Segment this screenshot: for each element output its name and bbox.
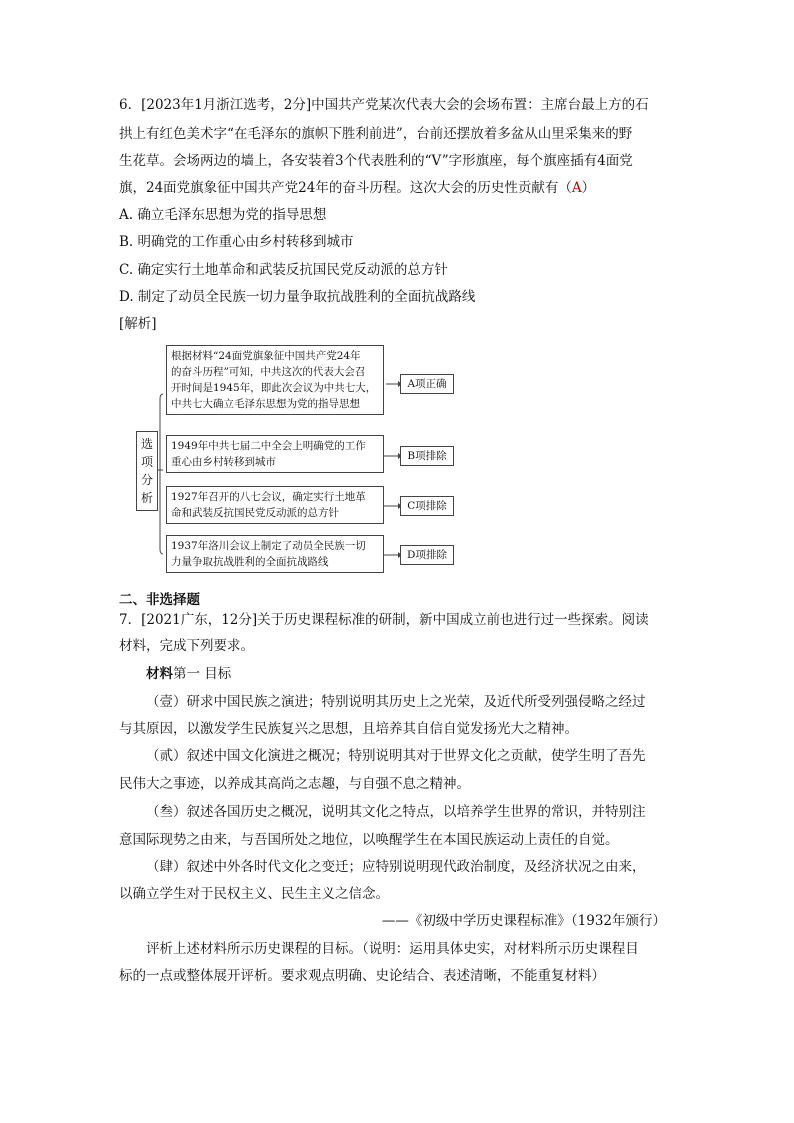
q6-stem-close-paren: ） xyxy=(581,180,596,196)
analysis-box-b xyxy=(166,435,384,473)
analysis-c-line-2: 命和武装反抗国民党反动派的总方针 xyxy=(171,507,339,519)
q6-option-a: A. 确立毛泽东思想为党的指导思想 xyxy=(119,207,327,223)
analysis-box-c xyxy=(166,486,384,524)
analysis-b-line-1: 1949年中共七届二中全会上明确党的工作 xyxy=(171,440,366,452)
q7-task-line-1: 评析上述材料所示历史课程的目标。（说明：运用具体史实，对材料所示历史课程目 xyxy=(146,941,639,957)
q6-stem-line-1: 6．[2023年1月浙江选考，2分]中国共产党某次代表大会的会场布置：主席台最上方的石 xyxy=(119,97,649,113)
material-para-3-line-2: 意国际现势之由来，与吾国所处之地位，以唤醒学生在本国民族运动上责任的自觉。 xyxy=(119,832,619,848)
q6-option-c: C. 确定实行土地革命和武装反抗国民党反动派的总方针 xyxy=(119,262,448,278)
analysis-a-line-1: 根据材料“24面党旗象征中国共产党24年 xyxy=(171,350,361,362)
material-para-2-line-1: （贰）叙述中国文化演进之概况；特别说明其对于世界文化之贡献，使学生明了吾先 xyxy=(146,748,646,764)
analysis-a-line-2: 的奋斗历程”可知，中共这次的代表大会召 xyxy=(171,366,366,378)
q6-answer: A xyxy=(571,180,582,196)
analysis-b-line-2: 重心由乡村转移到城市 xyxy=(171,456,276,468)
material-source: ——《初级中学历史课程标准》（1932年颁行） xyxy=(381,913,666,929)
result-c: C项排除 xyxy=(400,496,454,516)
analysis-a-line-3: 开时间是1945年，即此次会议为中共七大， xyxy=(171,382,377,394)
analysis-d-line-1: 1937年洛川会议上制定了动员全民族一切 xyxy=(171,540,366,552)
q6-analysis-label: [解析] xyxy=(119,316,157,332)
analysis-a-line-4: 中共七大确立毛泽东思想为党的指导思想 xyxy=(171,398,360,410)
material-para-4-line-2: 以确立学生对于民权主义、民生主义之信念。 xyxy=(119,886,389,902)
option-analysis-label xyxy=(136,431,158,511)
analysis-diagram xyxy=(136,339,456,579)
analysis-box-a xyxy=(166,345,384,415)
material-para-2-line-2: 民伟大之事迹，以养成其高尚之志趣，与自强不息之精神。 xyxy=(119,776,470,792)
side-label-char-2: 项 xyxy=(140,455,153,469)
material-para-4-line-1: （肆）叙述中外各时代文化之变迁；应特别说明现代政治制度，及经济状况之由来， xyxy=(146,859,646,875)
side-label-char-3: 分 xyxy=(140,473,153,487)
q6-stem-line-4 xyxy=(119,178,595,198)
q6-option-d: D. 制定了动员全民族一切力量争取抗战胜利的全面抗战路线 xyxy=(119,289,476,305)
q6-stem-line-4-text: 旗，24面党旗象征中国共产党24年的奋斗历程。这次大会的历史性贡献有（ xyxy=(119,180,572,196)
analysis-d-line-2: 力量争取抗战胜利的全面抗战路线 xyxy=(171,556,329,568)
result-a: A项正确 xyxy=(400,374,454,394)
q7-stem-line-1: 7．[2021广东，12分]关于历史课程标准的研制，新中国成立前也进行过一些探索。阅读 xyxy=(119,612,649,628)
result-d: D项排除 xyxy=(400,545,454,565)
q6-stem-line-2: 拱上有红色美术字“在毛泽东的旗帜下胜利前进”，台前还摆放着多盆从山里采集来的野 xyxy=(119,126,633,142)
material-title-rest: 第一 目标 xyxy=(173,666,232,682)
analysis-box-d xyxy=(166,535,384,573)
q7-task-line-2: 标的一点或整体展开评析。要求观点明确、史论结合、表述清晰，不能重复材料） xyxy=(119,968,605,984)
result-b: B项排除 xyxy=(400,446,454,466)
material-para-1-line-1: （壹）研求中国民族之演进；特别说明其历史上之光荣，及近代所受列强侵略之经过 xyxy=(146,694,646,710)
side-label-char-1: 选 xyxy=(140,437,153,451)
q7-material-title xyxy=(146,664,231,684)
q7-stem-line-2: 材料，完成下列要求。 xyxy=(119,638,254,654)
material-para-3-line-1: （叁）叙述各国历史之概况，说明其文化之特点，以培养学生世界的常识，并特别注 xyxy=(146,804,646,820)
material-label: 材料 xyxy=(146,666,173,682)
q6-stem-line-3: 生花草。会场两边的墙上，各安装着3个代表胜利的“V”字形旗座，每个旗座插有4面党 xyxy=(119,153,633,169)
side-label-char-4: 析 xyxy=(140,491,153,505)
analysis-c-line-1: 1927年召开的八七会议，确定实行土地革 xyxy=(171,491,366,503)
q6-option-b: B. 明确党的工作重心由乡村转移到城市 xyxy=(119,234,354,250)
section-2-title: 二、非选择题 xyxy=(119,592,200,608)
material-para-1-line-2: 与其原因，以激发学生民族复兴之思想，且培养其自信自觉发扬光大之精神。 xyxy=(119,721,578,737)
